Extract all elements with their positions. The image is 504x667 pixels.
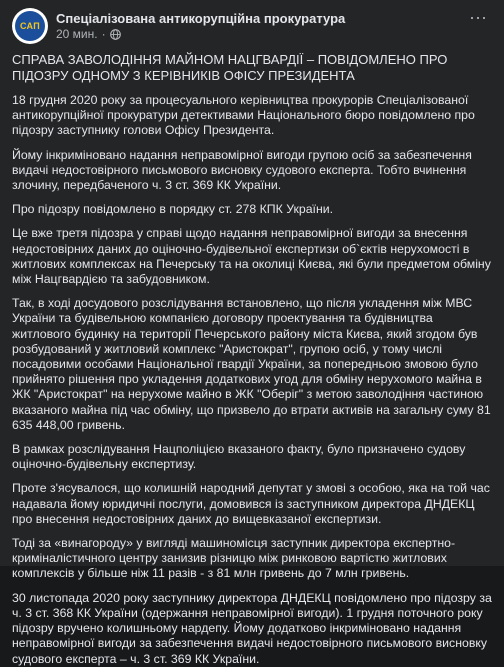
avatar-logo: САП: [15, 11, 45, 41]
post-paragraph: Проте з'ясувалося, що колишній народний депутат у змові з особою, яка на той час надавала йому юридичні послуги, домовився із заступником директора ДНДЕКЦ про внесення недостовірних даних до вищевказаної експертизи.: [12, 481, 490, 526]
post-paragraph: Йому інкриміновано надання неправомірної вигоди групою осіб за забезпечення видачі недостовірного письмового висновку судового експерта. Тобто вчинення злочину, передбаченого ч. 3 ст. 369 КК України.: [12, 147, 472, 193]
post-paragraph: В рамках розслідування Нацполіцією вказаного факту, було призначено судову оціночно-будівельну експертизу.: [12, 442, 466, 472]
meta-separator: ·: [101, 26, 106, 41]
post-meta: [56, 27, 345, 42]
post-header: [12, 8, 492, 44]
post-paragraph: Так, в ході досудового розслідування встановлено, що після укладення між МВС України та будівельною компанією договору проектування та будівництва житлового будинку на території Печерського району міста Києва, який згодом був розбудований у житловий комплекс "Аристократ", групою осіб, у тому числі посадовими особами Національної гвардії України, за попередньою змовою було прийнято рішення про укладення додаткових угод для обміну нерухомого майна в ЖК "Аристократ" на нерухоме майно в ЖК "Оберіг" з метою заволодіння частиною вказаного майна під час обміну, що призвело до втрати активів на загальну суму 81 635 448,00 гривень.: [12, 296, 491, 432]
post-paragraph: Це вже третя підозра у справі щодо надання неправомірної вигоди за внесення недостовірних даних до оціночно-будівельної експертизи об`єктів нерухомості в житлових комплексах на Печерську та на околиці Києва, які були предметом обміну між Нацгвардією та забудовником.: [12, 226, 491, 287]
post-paragraph: Тоді за «винагороду» у вигляді машиномісця заступник директора експертно-криміналістичного центру занизив різницю між ринковою вартістю житлових комплексів у більше ніж 11 разів - з 81 млн гривень до 7 млн гривень.: [12, 536, 456, 581]
page-avatar[interactable]: [12, 8, 48, 44]
post-headline: СПРАВА ЗАВОЛОДІННЯ МАЙНОМ НАЦГВАРДІЇ – ПОВІДОМЛЕНО ПРО ПІДОЗРУ ОДНОМУ З КЕРІВНИКІВ ОФІСУ ПРЕЗИДЕНТА: [12, 52, 448, 83]
more-options-icon[interactable]: ···: [469, 7, 487, 27]
post-paragraph: 18 грудня 2020 року за процесуального керівництва прокурорів Спеціалізованої антикорупційної прокуратури детективами Національного бюро повідомлено про підозру заступнику голови Офісу Президента.: [12, 93, 475, 138]
post-timestamp[interactable]: 20 мин.: [56, 26, 98, 41]
post-paragraph: 30 листопада 2020 року заступнику директора ДНДЕКЦ повідомлено про підозру за ч. 3 ст. 368 КК України (одержання неправомірної вигоди). 1 грудня поточного року підозру вручено колишньому нардепу. Йому додатково інкриміновано надання неправомірної вигоди за забезпечення видачі недостовірного письмового висновку судового експерта – ч. 3 ст. 369 КК України.: [12, 590, 492, 666]
post-content: [12, 52, 492, 667]
globe-icon: [110, 29, 121, 40]
post-header-text: [56, 11, 345, 42]
post-paragraph: Про підозру повідомлено в порядку ст. 278 КПК України.: [12, 202, 334, 217]
page-name-link[interactable]: Спеціалізована антикорупційна прокуратура: [56, 10, 346, 26]
